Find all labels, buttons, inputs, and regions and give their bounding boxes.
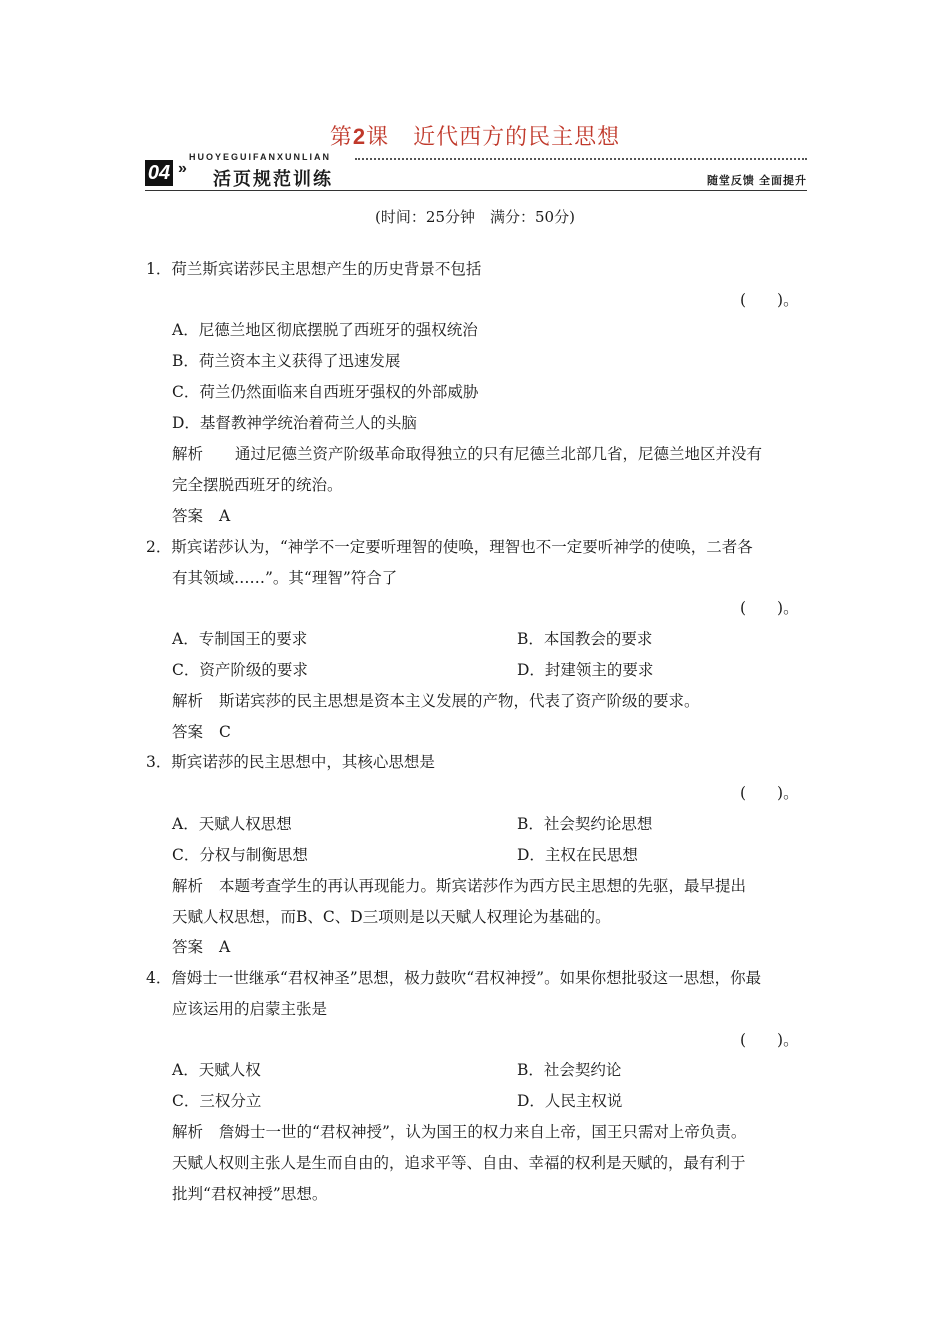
answer-paren: ( )。 (740, 784, 799, 802)
section-banner (145, 152, 807, 194)
question-4-stem: 4．詹姆士一世继承“君权神圣”思想，极力鼓吹“君权神授”。如果你想批驳这一思想，你最 (146, 969, 762, 987)
option-c: C．三权分立 (172, 1092, 262, 1110)
title-prefix: 第 (329, 125, 353, 150)
option-d: D．封建领主的要求 (517, 661, 654, 679)
option-d: D．基督教神学统治着荷兰人的头脑 (172, 414, 417, 432)
analysis-continued: 天赋人权思想，而B、C、D三项则是以天赋人权理论为基础的。 (172, 908, 611, 926)
banner-slogan: 随堂反馈 全面提升 (706, 175, 807, 187)
analysis: 解析 本题考查学生的再认再现能力。斯宾诺莎作为西方民主思想的先驱，最早提出 (172, 877, 747, 895)
option-b: B．社会契约论思想 (517, 815, 653, 833)
answer: 答案 A (172, 507, 231, 525)
option-b: B．荷兰资本主义获得了迅速发展 (172, 352, 401, 370)
analysis: 解析 通过尼德兰资产阶级革命取得独立的只有尼德兰北部几省，尼德兰地区并没有 (172, 445, 763, 463)
option-d: D．人民主权说 (517, 1092, 623, 1110)
answer: 答案 C (172, 723, 231, 741)
title-number: 2 (352, 124, 367, 149)
answer-paren: ( )。 (740, 599, 799, 617)
option-c: C．分权与制衡思想 (172, 846, 308, 864)
option-d: D．主权在民思想 (517, 846, 638, 864)
question-4-stem-continued: 应该运用的启蒙主张是 (172, 1000, 328, 1018)
analysis-continued: 天赋人权则主张人是生而自由的，追求平等、自由、幸福的权利是天赋的，最有利于 (172, 1154, 746, 1172)
question-2-stem-continued: 有其领域……”。其“理智”符合了 (172, 569, 398, 587)
option-a: A．天赋人权思想 (172, 815, 292, 833)
option-c: C．资产阶级的要求 (172, 661, 308, 679)
analysis: 解析 詹姆士一世的“君权神授”，认为国王的权力来自上帝，国王只需对上帝负责。 (172, 1123, 747, 1141)
question-2-stem: 2．斯宾诺莎认为，“神学不一定要听理智的使唤，理智也不一定要听神学的使唤，二者各 (146, 538, 753, 556)
option-a: A．天赋人权 (172, 1061, 261, 1079)
banner-pinyin: HUOYEGUIFANXUNLIAN (189, 152, 332, 162)
time-score-info: (时间：25分钟 满分：50分) (375, 208, 575, 226)
option-a: A．专制国王的要求 (172, 630, 308, 648)
dotted-rule (355, 158, 807, 160)
option-c: C．荷兰仍然面临来自西班牙强权的外部威胁 (172, 383, 479, 401)
banner-underline (145, 190, 807, 191)
option-b: B．本国教会的要求 (517, 630, 653, 648)
analysis-continued: 完全摆脱西班牙的统治。 (172, 476, 343, 494)
banner-heading: 活页规范训练 (213, 169, 333, 189)
title-suffix: 课 (366, 125, 390, 150)
option-a: A．尼德兰地区彻底摆脱了西班牙的强权统治 (172, 321, 478, 339)
question-3-stem: 3．斯宾诺莎的民主思想中，其核心思想是 (146, 753, 435, 771)
answer-paren: ( )。 (740, 291, 799, 309)
title-topic: 近代西方的民主思想 (413, 125, 621, 150)
section-number-badge: 04 (145, 160, 173, 186)
lesson-title (0, 120, 950, 151)
double-chevron-icon: » (178, 160, 187, 177)
analysis-continued: 批判“君权神授”思想。 (172, 1185, 328, 1203)
analysis: 解析 斯诺宾莎的民主思想是资本主义发展的产物，代表了资产阶级的要求。 (172, 692, 700, 710)
question-1-stem: 1．荷兰斯宾诺莎民主思想产生的历史背景不包括 (146, 260, 482, 278)
answer: 答案 A (172, 938, 231, 956)
answer-paren: ( )。 (740, 1031, 799, 1049)
option-b: B．社会契约论 (517, 1061, 622, 1079)
